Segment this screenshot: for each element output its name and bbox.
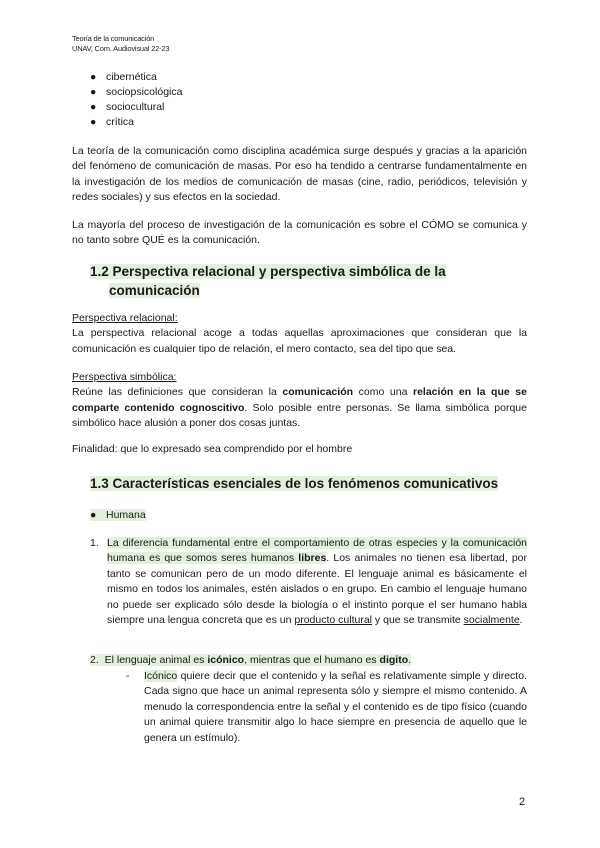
item-text: La diferencia fundamental entre el comportamiento de otras especies y la comunicación humana es que somos seres humanos libres. Los animales no tienen esa libertad, por tanto se comunican pero de un modo diferente. El lenguaje animal es básicamente el mismo en todos los animales, estén aislados o en grupo. En cambio el lenguaje humano no puede ser explicado sólo desde la biología o el instinto porque el ser humano habla siempre una lengua concreta que es un producto cultural y que se transmite socialmente. <box>107 537 527 627</box>
majority-paragraph: La mayoría del proceso de investigación de la comunicación es sobre el CÓMO se comunica y no tanto sobre QUÉ es la comunicación. <box>72 219 527 247</box>
list-item: ● Humana <box>90 509 146 521</box>
dash-marker: - <box>126 670 130 682</box>
list-item: ● sociopsicológica <box>90 86 183 98</box>
bullet-icon: ● <box>90 509 97 521</box>
bullet-icon: ● <box>90 71 97 83</box>
item-number: 2. <box>90 654 99 666</box>
header-institution: UNAV, Com. Audiovisual 22-23 <box>72 44 170 53</box>
purpose-line: Finalidad: que lo expresado sea comprendido por el hombre <box>72 443 353 455</box>
numbered-item-2: 2. El lenguaje animal es icónico, mientras que el humano es digito. <box>90 654 412 666</box>
item-number: 1. <box>90 537 99 549</box>
list-item: ● sociocultural <box>90 101 165 113</box>
document-header <box>72 34 169 54</box>
relational-block <box>72 311 527 357</box>
section-heading-1-2 <box>90 262 446 300</box>
sub-item-iconico <box>126 669 527 746</box>
symbolic-label: Perspectiva simbólica: <box>72 371 177 383</box>
heading-line: comunicación <box>109 283 200 298</box>
bullet-icon: ● <box>90 101 97 113</box>
perspectives-list <box>90 70 182 130</box>
section-heading-1-3: 1.3 Características esenciales de los fenómenos comunicativos <box>90 476 499 491</box>
symbolic-block <box>72 370 527 432</box>
bullet-icon: ● <box>90 86 97 98</box>
symbolic-text: Reúne las definiciones que consideran la comunicación como una relación en la que se comparte contenido cognoscitivo. Solo posible entre personas. Se llama simbólica porque simbólico hace alusión a poner dos cosas juntas. <box>72 386 527 430</box>
list-item: ● crítica <box>90 116 135 128</box>
header-course: Teoría de la comunicación <box>72 34 155 43</box>
intro-paragraph: La teoría de la comunicación como disciplina académica surge después y gracias a la aparición del fenómeno de comunicación de masas. Por eso ha tendido a centrarse fundamentalmente en la investigación de los medios de comunicación de masas (cine, radio, periódicos, televisión y redes sociales) y sus efectos en la sociedad. <box>72 145 527 204</box>
sub-item-text: Icónico quiere decir que el contenido y la señal es relativamente simple y directo. Cada signo que hace un animal representa sólo y siempre el mismo contenido. A menudo la correspondencia entre la señal y el contenido es de tipo físico (cuando un animal quiere transmitir algo lo hace siempre en presencia de aquello que le genera un estímulo). <box>144 670 527 744</box>
numbered-item-1 <box>90 536 527 628</box>
bullet-icon: ● <box>90 116 97 128</box>
list-item: ● cibernética <box>90 71 157 83</box>
relational-label: Perspectiva relacional: <box>72 312 178 324</box>
page-number: 2 <box>519 796 526 808</box>
relational-text: La perspectiva relacional acoge a todas aquellas aproximaciones que consideran que la comunicación es cualquier tipo de relación, el mero contacto, sea del tipo que sea. <box>72 327 527 355</box>
heading-line: 1.2 Perspectiva relacional y perspectiva simbólica de la <box>90 264 446 279</box>
